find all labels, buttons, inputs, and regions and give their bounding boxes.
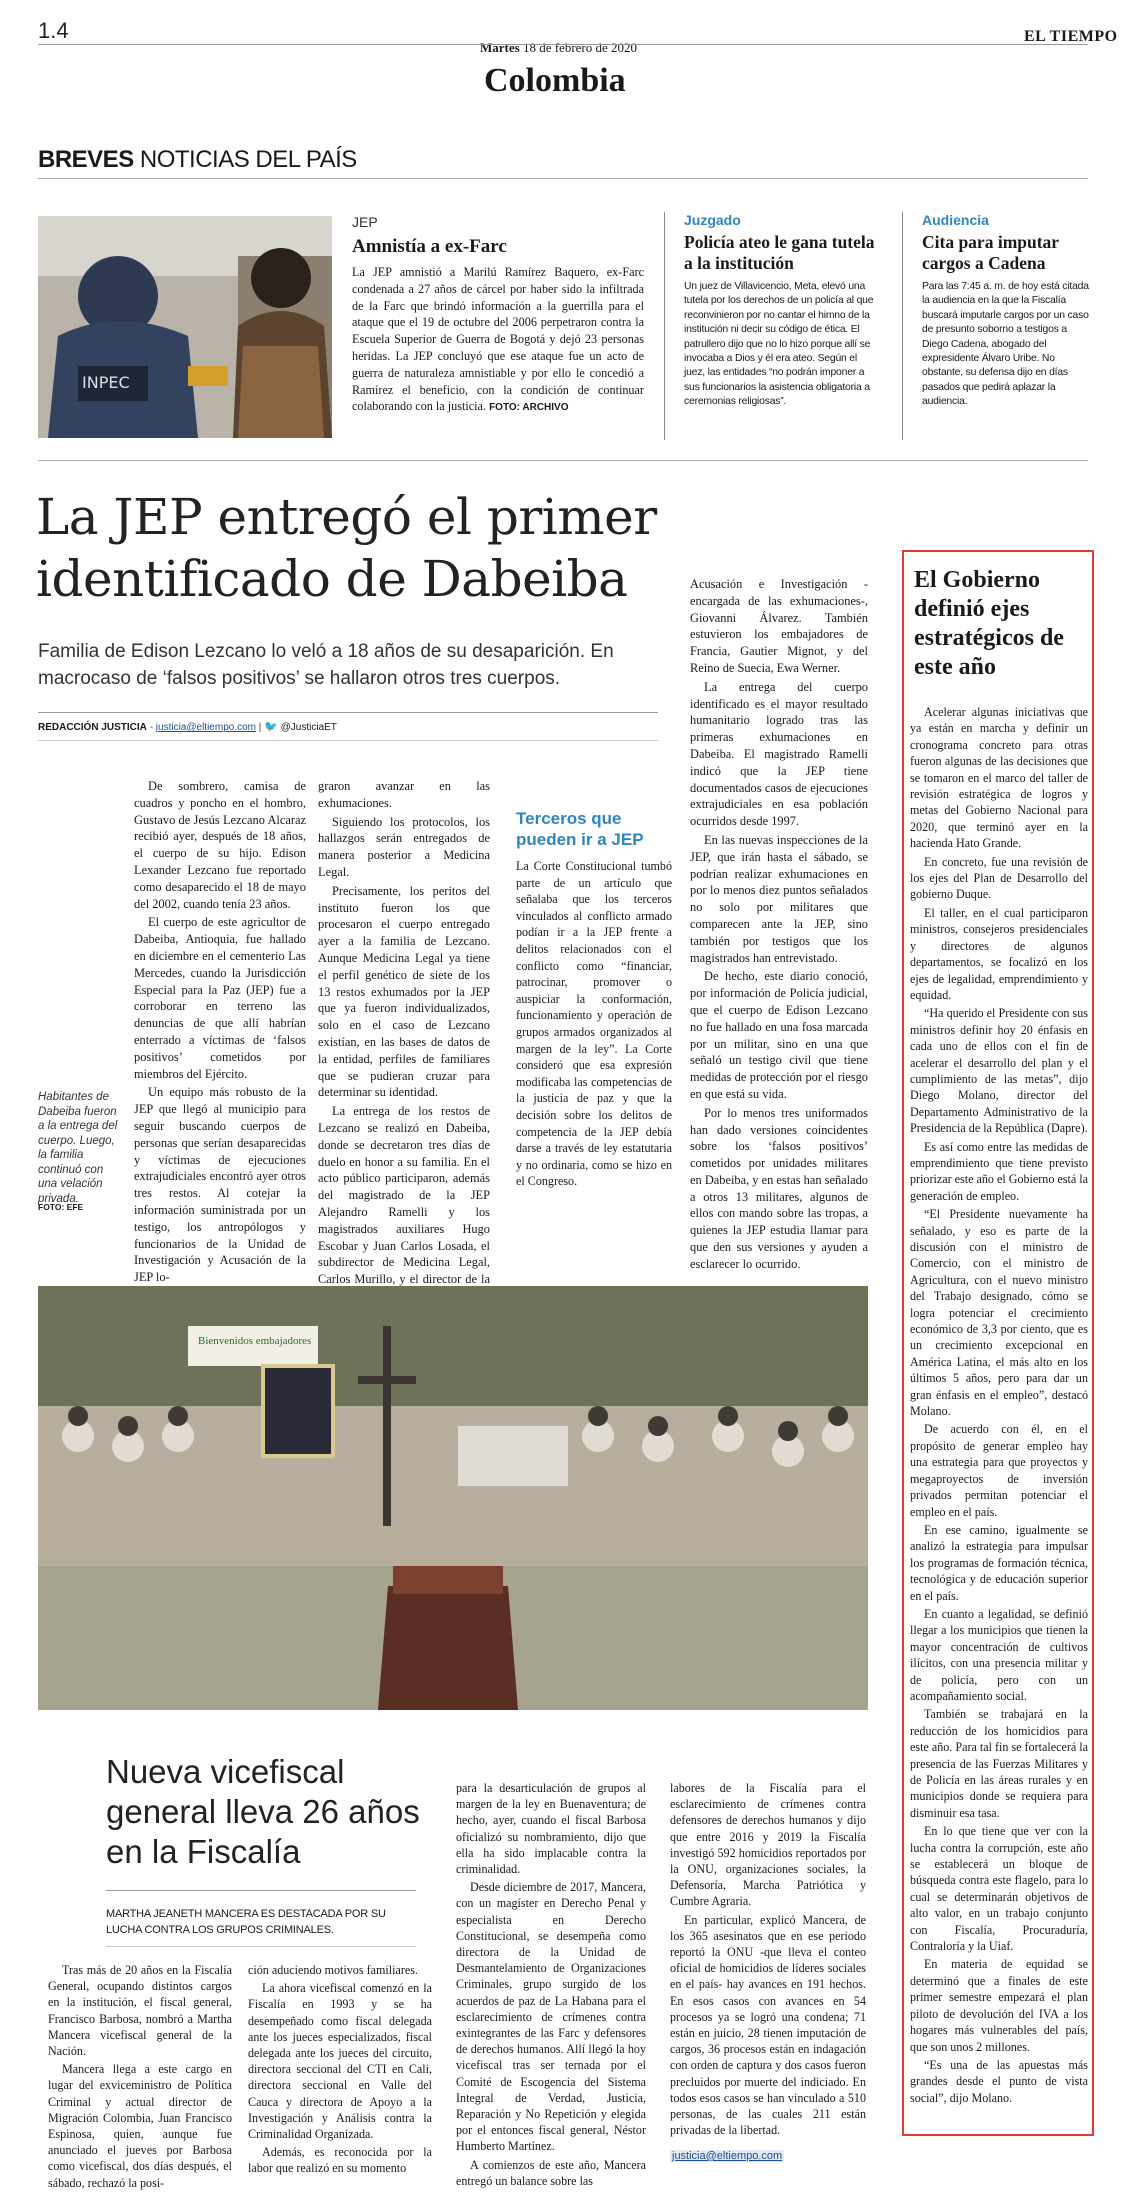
- right-p9: En cuanto a legalidad, se definió llegar a los municipios que tienen la mayor concentración de cultivos ilícitos, con una presencia militar y de policía, pero con un acompañamiento social.: [910, 1606, 1088, 1703]
- breves-jep-credit: FOTO: ARCHIVO: [489, 402, 569, 414]
- bottom-col-3-p1: para la desarticulación de grupos al margen de la ley en Buenaventura; de hecho, ayer, cuando el fiscal Barbosa oficializó su nombramiento, dijo que ella ha sido implacable contra la criminalidad.: [456, 1781, 646, 1877]
- breves-jep-headline: Amnistía a ex-Farc: [352, 236, 507, 257]
- right-p3: El taller, en el cual participaron ministros, consejeros presidenciales y directores de algunos departamentos, se focalizó en los ejes de legalidad, emprendimiento y equidad.: [910, 905, 1088, 1002]
- breves-juzgado-kicker: Juzgado: [684, 212, 741, 228]
- right-p12: En materia de equidad se determinó que a finales de este primer semestre empezará el plan piloto de devolución del IVA a los hogares más vulnerables del país, que son unos 2 millones.: [910, 1957, 1088, 2054]
- right-p10: También se trabajará en la reducción de los homicidios para este año. Para tal fin se fortalecerá la presencia de las Fuerzas Militares y de Policía en las áreas rurales y en municipios donde se requiera para disminuir esa tasa.: [910, 1707, 1088, 1820]
- breves-juzgado-headline: Policía ateo le gana tutela a la institución: [684, 232, 875, 273]
- main-headline-line-2: identificado de Dabeiba: [36, 550, 628, 608]
- bottom-deck-rule-2: [106, 1946, 416, 1947]
- main-col-1-p2: El cuerpo de este agricultor de Dabeiba, Antioquia, fue hallado en diciembre en el cementerio Las Mercedes, cuando la Jurisdicción Especial para la Paz (JEP) fue a corroborar en terreno las denuncias de que allí habrían enterrado a víctimas de ‘falsos positivos’ cometidos por miembros del Ejército.: [134, 915, 306, 1081]
- breves-juzgado-body: Un juez de Villavicencio, Meta, elevó una tutela por los derechos de un policía al que reconvinieron por no cantar el himno de la institución ni decir su código de ética. El patrullero dijo que no lo hizo porque allí se invocaba a Dios y él era ateo. Según el juez, las entidades “no podrán imponer a sus funcionarios la asistencia obligatoria a ceremonias religiosas”.: [684, 281, 874, 408]
- breves-rest: NOTICIAS DEL PAÍS: [139, 146, 357, 173]
- bottom-col-1-p1: Tras más de 20 años en la Fiscalía General, ocupando distintos cargos en la institución, el fiscal general, Francisco Barbosa, nombró a Martha Mancera vicefiscal general de la Nación.: [48, 1963, 232, 2059]
- main-col-4-p5: Por lo menos tres uniformados han dado versiones coincidentes sobre los ‘falsos positivos’ cometidos por unidades militares en Dabeiba, y en estas han señalado a otros 13 militares, algunos de ellos con mando sobre las tropas, a quienes la JEP estudia llamar para que den sus versiones y ayuden a esclarecer lo ocurrido.: [690, 1105, 868, 1271]
- right-headline: El Gobierno definió ejes estratégicos de este año: [914, 567, 1064, 680]
- bottom-col-4-p2: En particular, explicó Mancera, de los 365 asesinatos que en ese periodo reportó la ONU -que lleva el conteo oficial de homicidios de líderes sociales en el país- hay avances en 191 hechos. En esos casos con avances en 54 procesos ya se logró una condena; 71 están en juicio, 28 tienen imputación de cargos, 36 procesos están en indagación con orden de captura y dos casos fueron precluidos por muerte del indiciado. En todos esos casos se han vinculado a 510 personas, de las cuales 211 están privadas de la libertad.: [670, 1912, 866, 2138]
- page-number: 1.4: [38, 18, 69, 43]
- bottom-email[interactable]: justicia@eltiempo.com: [672, 2150, 783, 2162]
- main-col-2-p4: La entrega de los restos de Lezcano se realizó en Dabeiba, donde se decretaron tres días de duelo en honor a su familia. En el acto público participaron, además del magistrado de la JEP Alejandro Ramelli y los magistrados auxiliares Hugo Escobar y Juan Carlos Losada, el subdirector de Medicina Legal, Carlos Murillo, y el director de la: [318, 1104, 490, 1287]
- right-p6: “El Presidente nuevamente ha señalado, y eso es parte de la discusión con el ministro de Comercio, con el ministro de Agricultura, con el nuevo ministro del Trabajo designado, cómo se logra potenciar el crecimiento económico de 3,3 por ciento, que es un crecimiento excepcional en América Latina, el más alto en los últimos 5 años, pero para dar un gran énfasis en el empleo”, destacó Molano.: [910, 1207, 1088, 1419]
- right-body: [910, 704, 1088, 2108]
- bottom-col-4: [670, 1780, 866, 2140]
- right-p4: “Ha querido el Presidente con sus ministros definir hoy 20 énfasis en cada uno de ellos con el fin de acelerar el desarrollo del plan y el cumplimiento de las metas”, dijo Diego Molano, director del Departamento Administrativo de la Presidencia de la República (Dapre).: [910, 1006, 1088, 1136]
- main-headline: [36, 486, 657, 610]
- twitter-icon: 🐦: [264, 721, 278, 733]
- breves-bold: BREVES: [38, 146, 134, 173]
- main-col-2-p2: Siguiendo los protocolos, los hallazgos serán entregados de manera posterior a Medicina Legal.: [318, 814, 490, 879]
- right-p11: En lo que tiene que ver con la lucha contra la corrupción, este año se establecerá un bloque de búsqueda contra este flagelo, para lo cual se determinarán objetivos de alto valor, en un trabajo conjunto con Fiscalía, Procuraduría, Contraloría y la Uiaf.: [910, 1824, 1088, 1954]
- breves-jep-body: [352, 264, 644, 417]
- bottom-col-2-p2: La ahora vicefiscal comenzó en la Fiscalía en 1993 y se ha desempeñado como fiscal delegada ante los jueces especializados, fiscal delegada ante los jueces del circuito, directora seccional del CTI en Cali, directora seccional en Valle del Cauca y directora de Apoyo a la Investigación y Análisis contra la Criminalidad Organizada.: [248, 1981, 432, 2142]
- bottom-col-3-p2: Desde diciembre de 2017, Mancera, con un magíster en Derecho Penal y especialista en Derecho Constitucional, se desempeña como directora de la Unidad de Desmantelamiento de Organizaciones Criminales, grupo surgido de los acuerdos de paz de La Habana para el esclarecimiento de crímenes contra exintegrantes de las Farc y defensores de derechos humanos. Allí llegó la hoy vicefiscal tras ser ternada por el Comité de Escogencia del Sistema Integral de Verdad, Justicia, Reparación y No Repetición y elegida por el entonces fiscal general, Néstor Humberto Martínez.: [456, 1880, 646, 2154]
- breves-jep-kicker: JEP: [352, 214, 378, 230]
- bottom-col-1: [48, 1962, 232, 2193]
- bottom-col-4-p1: labores de la Fiscalía para el esclarecimiento de crímenes contra defensores de derechos humanos y dijo que entre 2016 y 2019 la Fiscalía investigó 592 homicidios reportados por la ONU, organizaciones sociales, la Defensoría, Marcha Patriótica y Cumbre Agraria.: [670, 1781, 866, 1909]
- byline-rule: [38, 712, 658, 713]
- bottom-col-2-p1: ción aduciendo motivos familiares.: [248, 1963, 418, 1977]
- main-col-3: [516, 858, 672, 1192]
- twitter-handle[interactable]: @JusticiaET: [280, 722, 337, 733]
- main-col-1-p3: Un equipo más robusto de la JEP que llegó al municipio para seguir buscando cuerpos de personas que serían desaparecidas y víctimas de ejecuciones extrajudiciales encontró ayer otros tres restos. Al cotejar la información suministrada por un testigo, los antropólogos y funcionarios de la Unidad de Investigación y Acusación de la JEP lo-: [134, 1085, 306, 1285]
- byline-rule-bottom: [38, 740, 658, 741]
- bottom-col-3: [456, 1780, 646, 2191]
- breves-photo: [38, 216, 332, 438]
- main-headline-line-1: La JEP entregó el primer: [36, 488, 657, 546]
- breves-audiencia-body: Para las 7:45 a. m. de hoy está citada la audiencia en la que la Fiscalía buscará imputarle cargos por un caso de presunto soborno a testigos a Diego Cadena, abogado del expresidente Álvaro Uribe. No obstante, su defensa dijo en días pasados que pedirá aplazar la audiencia.: [922, 281, 1089, 408]
- photo-caption: Habitantes de Dabeiba fueron a la entrega del cuerpo. Luego, la familia continuó con una velación privada.: [38, 1091, 118, 1205]
- brand-logo: EL TIEMPO: [1024, 28, 1118, 45]
- main-col-4: [690, 576, 868, 1275]
- main-col-2-p1: graron avanzar en las exhumaciones.: [318, 779, 490, 810]
- banner-text: Bienvenidos embajadores: [198, 1335, 312, 1347]
- main-col-3-p1: La Corte Constitucional tumbó parte de un artículo que señalaba que los terceros vinculados al conflicto armado podían ir a la JEP frente a delitos relacionados con el conflicto como “financiar, patrocinar, promover o auspiciar la conformación, funcionamiento y operación de grupos armados organizados al margen de la ley”. La Corte consideró que esa expresión modificaba las competencias de la justicia de paz y que la decisión sobre los delitos de competencia de la JEP debía darse a través de ley estatutaria y no ordinaria, como se hizo en el Congreso.: [516, 859, 672, 1189]
- byline: REDACCIÓN JUSTICIA - justicia@eltiempo.com | 🐦 @JusticiaET: [38, 721, 337, 733]
- right-p7: De acuerdo con él, en el propósito de generar empleo hay una estrategia para que proyectos y megaproyectos de inversión privados permitan potenciar el empleo en el país.: [910, 1422, 1088, 1519]
- breves-rule: [38, 178, 1088, 179]
- main-col-1: [134, 778, 306, 1288]
- date-rest: 18 de febrero de 2020: [522, 40, 638, 55]
- date-weekday: Martes: [480, 40, 520, 55]
- main-col-2: [318, 778, 490, 1307]
- byline-email[interactable]: justicia@eltiempo.com: [155, 722, 256, 733]
- bottom-deck: MARTHA JEANETH MANCERA ES DESTACADA POR SU LUCHA CONTRA LOS GRUPOS CRIMINALES.: [106, 1908, 386, 1936]
- section-title: Colombia: [484, 62, 626, 99]
- main-col-4-p1: Acusación e Investigación -encargada de las exhumaciones-, Giovanni Álvarez. También estuvieron los embajadores de Francia, Gautier Mignot, y del Reino de Suecia, Ewa Werner.: [690, 577, 868, 675]
- bottom-deck-rule: [106, 1890, 416, 1891]
- main-col-4-p2: La entrega del cuerpo identificado es el mayor resultado humanitario logrado tras las primeras exhumaciones en Dabeiba. El magistrado Ramelli indicó que la JEP tiene documentados casos de ejecuciones extrajudiciales en esa población ocurridos desde 1997.: [690, 679, 868, 829]
- breves-bottom-rule: [38, 460, 1088, 461]
- right-p2: En concreto, fue una revisión de los ejes del Plan de Desarrollo del gobierno Duque.: [910, 854, 1088, 902]
- bottom-col-1-p2: Mancera llega a este cargo en lugar del exviceministro de Política Criminal y actual director de Migración Colombia, Juan Francisco Espinosa, quien, aunque fue anunciado el jueves por Barbosa como vicefiscal, dos días después, el sábado, rechazó la posi-: [48, 2062, 232, 2190]
- breves-audiencia-headline: Cita para imputar cargos a Cadena: [922, 232, 1059, 273]
- breves-divider-2: [902, 212, 903, 440]
- bottom-headline: Nueva vicefiscal general lleva 26 años en la Fiscalía: [106, 1753, 420, 1870]
- right-p8: En ese camino, igualmente se analizó la estrategia para impulsar los programas de formación técnica, tecnológica y de educación superior en el país.: [910, 1522, 1088, 1603]
- breves-jep-text: La JEP amnistió a Marilú Ramírez Baquero, ex-Farc condenada a 27 años de cárcel por haber sido la infiltrada de la Farc que brindó información a la guerrilla para el ataque que el 19 de octubre del 2006 perpetraron contra la Escuela Superior de Guerra de Bogotá y dejó 23 personas heridas. La JEP concluyó que ese ataque fue un acto de guerra de naturaleza amnistiable y por ello le concedió a Ramírez el beneficio, con la condición de continuar colaborando con la justicia.: [352, 265, 644, 414]
- main-col-2-p3: Precisamente, los peritos del instituto fueron los que procesaron el cuerpo entregado ayer a la familia de Lezcano. Aunque Medicina Legal ya tiene el perfil genético de siete de los 13 restos exhumados por la JEP que ya fueron individualizados, solo en el caso de Lezcano existían, en las bases de datos de la entidad, perfiles de familiares que se pudieran cruzar para determinar su identidad.: [318, 883, 490, 1100]
- breves-photo-illustration: [38, 216, 332, 438]
- sidebar-title: Terceros que pueden ir a JEP: [516, 809, 644, 849]
- breves-audiencia-kicker: Audiencia: [922, 212, 989, 228]
- bottom-col-2-p3: Además, es reconocida por la labor que realizó en su momento: [248, 2145, 432, 2176]
- right-p13: “Es una de las apuestas más grandes desde el punto de vista social”, dijo Molano.: [910, 2057, 1088, 2105]
- byline-author: REDACCIÓN JUSTICIA: [38, 722, 147, 733]
- right-p5: Es así como entre las medidas de emprendimiento que tiene previsto priorizar este año el Gobierno está la generación de empleo.: [910, 1139, 1088, 1203]
- bottom-col-3-p3: A comienzos de este año, Mancera entregó un balance sobre las: [456, 2157, 646, 2188]
- photo-caption-credit: FOTO: EFE: [38, 1202, 84, 1212]
- main-photo: [38, 1286, 868, 1710]
- svg-text:INPEC: INPEC: [82, 373, 130, 392]
- header-rule: [38, 44, 1088, 45]
- right-p1: Acelerar algunas iniciativas que ya están en marcha y definir un cronograma concreto para otras fueron algunas de las decisiones que se tomaron en el marco del taller de revisión estratégica de logros y metas del Gobierno Nacional para 2020, que terminó ayer en la hacienda Hato Grande.: [910, 705, 1088, 851]
- main-deck: Familia de Edison Lezcano lo veló a 18 años de su desaparición. En macrocaso de ‘falsos positivos’ se hallaron otros tres cuerpos.: [38, 641, 614, 689]
- main-col-4-p4: De hecho, este diario conoció, por información de Policía judicial, que el cuerpo de Edison Lezcano no fue hallado en una fosa marcada por un militar, sino en una que señaló un testigo civil que tiene medidas de protección por el riesgo en que está su vida.: [690, 969, 868, 1101]
- main-col-1-p1: De sombrero, camisa de cuadros y poncho en el hombro, Gustavo de Jesús Lezcano Alcaraz recibió ayer, después de 18 años, el cuerpo de su hijo. Edison Lexander Lezcano fue reportado como desaparecido el 18 de mayo del 2002, cuando tenía 23 años.: [134, 779, 306, 911]
- breves-divider-1: [664, 212, 665, 440]
- main-col-4-p3: En las nuevas inspecciones de la JEP, que irán hasta el sábado, se podrían realizar exhumaciones en por lo menos diez puntos señalados no solo por militares que comparecen ante la JEP, sino también por testigos que los magistrados han entrevistado.: [690, 832, 868, 965]
- date-line: [480, 40, 637, 56]
- bottom-col-2: [248, 1962, 432, 2179]
- main-photo-illustration: [38, 1286, 868, 1710]
- breves-title: [38, 146, 357, 174]
